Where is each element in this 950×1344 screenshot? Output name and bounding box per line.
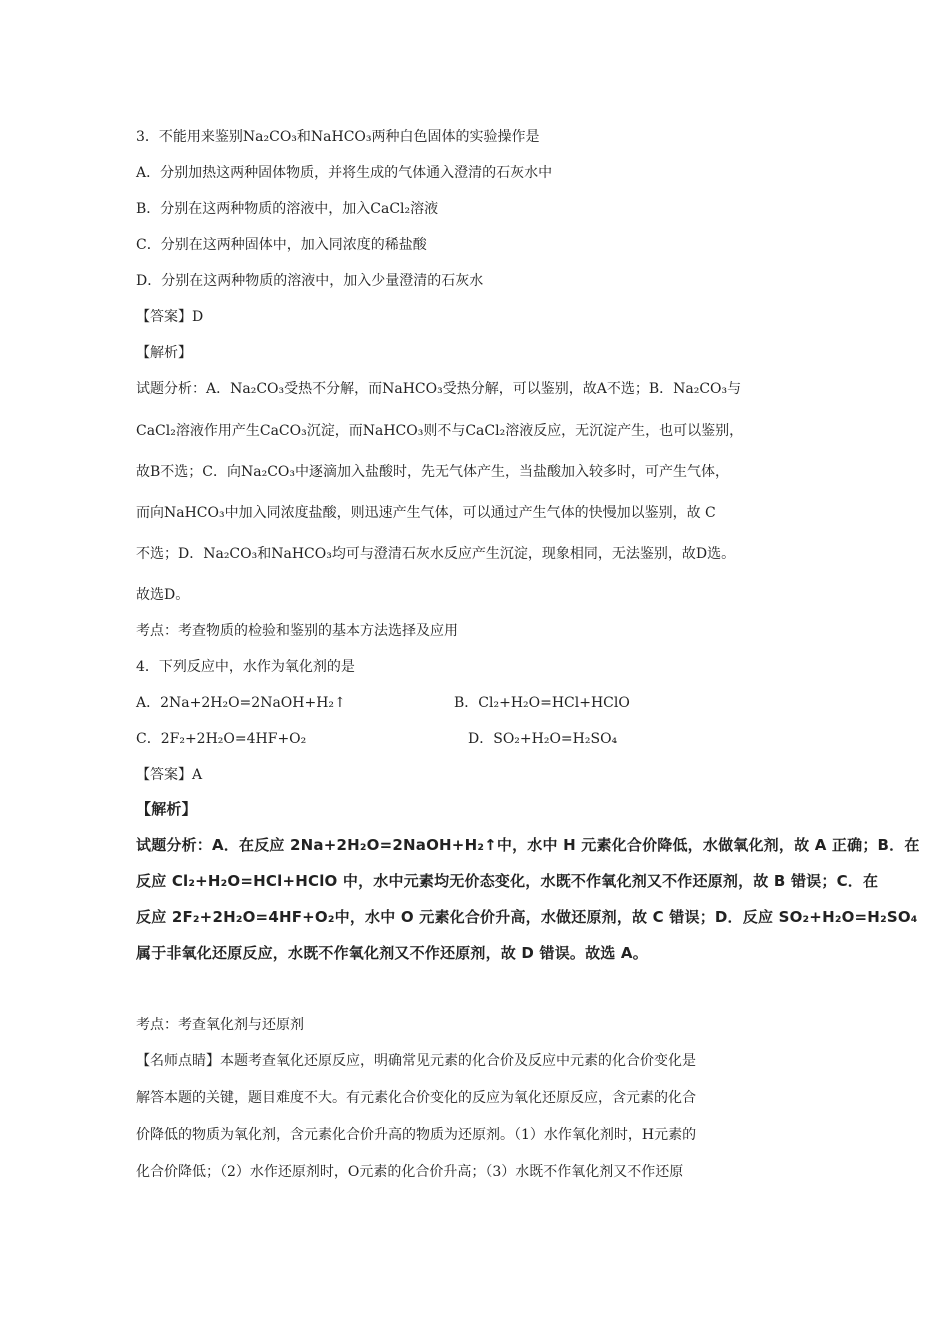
q4-analysis-line: 试题分析：A．在反应 2Na+2H₂O=2NaOH+H₂↑中，水中 H 元素化合价降低，水做氧化剂，故 A 正确；B．在 xyxy=(136,836,920,854)
q3-option-c: C．分别在这两种固体中，加入同浓度的稀盐酸 xyxy=(136,237,427,253)
q4-option-c: C．2F₂+2H₂O=4HF+O₂ xyxy=(136,731,307,747)
q4-mingshi-line: 【名师点睛】本题考查氧化还原反应，明确常见元素的化合价及反应中元素的化合价变化是 xyxy=(136,1053,696,1069)
q3-analysis-line: 不选；D．Na₂CO₃和NaHCO₃均可与澄清石灰水反应产生沉淀，现象相同，无法鉴别，故D选。 xyxy=(136,546,736,562)
q4-option-d: D．SO₂+H₂O=H₂SO₄ xyxy=(468,731,618,747)
q3-analysis-line: 故选D。 xyxy=(136,587,190,603)
q3-analysis-line: 试题分析：A．Na₂CO₃受热不分解，而NaHCO₃受热分解，可以鉴别，故A不选；B．Na₂CO₃与 xyxy=(136,381,742,397)
q4-stem: 4．下列反应中，水作为氧化剂的是 xyxy=(136,659,355,675)
q3-analysis-line: 而向NaHCO₃中加入同浓度盐酸，则迅速产生气体，可以通过产生气体的快慢加以鉴别，故 C xyxy=(136,505,716,521)
q3-answer: 【答案】D xyxy=(136,309,204,325)
q3-option-b: B．分别在这两种物质的溶液中，加入CaCl₂溶液 xyxy=(136,201,439,217)
q4-mingshi-line: 化合价降低；（2）水作还原剂时，O元素的化合价升高；（3）水既不作氧化剂又不作还原 xyxy=(136,1164,684,1180)
q4-analysis-title: 【解析】 xyxy=(136,800,197,818)
q3-option-d: D．分别在这两种物质的溶液中，加入少量澄清的石灰水 xyxy=(136,273,484,289)
q3-option-a: A．分别加热这两种固体物质，并将生成的气体通入澄清的石灰水中 xyxy=(136,165,553,181)
q4-mingshi-line: 价降低的物质为氧化剂，含元素化合价升高的物质为还原剂。（1）水作氧化剂时，H元素的 xyxy=(136,1127,697,1143)
q4-kaodian: 考点：考查氧化剂与还原剂 xyxy=(136,1017,304,1033)
q3-kaodian: 考点：考查物质的检验和鉴别的基本方法选择及应用 xyxy=(136,623,458,639)
q4-option-a: A．2Na+2H₂O=2NaOH+H₂↑ xyxy=(136,695,346,711)
q4-answer: 【答案】A xyxy=(136,767,203,783)
q3-analysis-line: CaCl₂溶液作用产生CaCO₃沉淀，而NaHCO₃则不与CaCl₂溶液反应，无沉淀产生，也可以鉴别， xyxy=(136,423,744,439)
q4-analysis-line: 属于非氧化还原反应，水既不作氧化剂又不作还原剂，故 D 错误。故选 A。 xyxy=(136,944,648,962)
q4-mingshi-line: 解答本题的关键，题目难度不大。有元素化合价变化的反应为氧化还原反应，含元素的化合 xyxy=(136,1090,696,1106)
q3-analysis-title: 【解析】 xyxy=(136,345,192,361)
q4-option-b: B．Cl₂+H₂O=HCl+HClO xyxy=(454,695,630,711)
q4-analysis-line: 反应 Cl₂+H₂O=HCl+HClO 中，水中元素均无价态变化，水既不作氧化剂又不作还原剂，故 B 错误；C．在 xyxy=(136,872,879,890)
q3-analysis-line: 故B不选；C．向Na₂CO₃中逐滴加入盐酸时，先无气体产生，当盐酸加入较多时，可产生气体， xyxy=(136,464,730,480)
q3-stem: 3．不能用来鉴别Na₂CO₃和NaHCO₃两种白色固体的实验操作是 xyxy=(136,129,540,145)
q4-analysis-line: 反应 2F₂+2H₂O=4HF+O₂中，水中 O 元素化合价升高，水做还原剂，故 C 错误；D．反应 SO₂+H₂O=H₂SO₄ xyxy=(136,908,918,926)
